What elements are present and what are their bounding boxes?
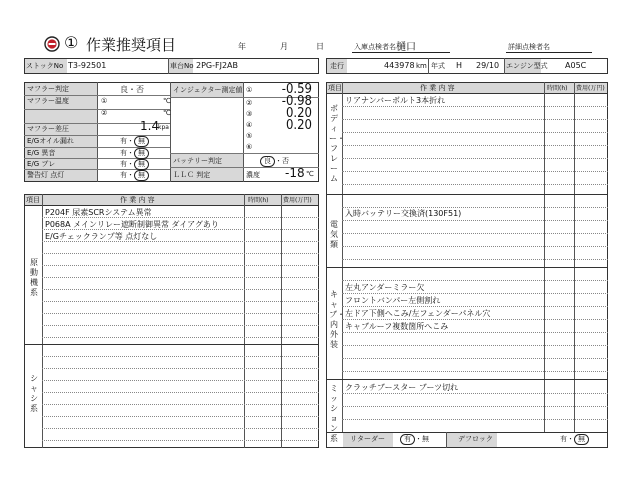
ruling-line (42, 368, 319, 369)
ruling-line (342, 393, 608, 394)
ruling-line (42, 265, 319, 266)
ruling-line (42, 325, 319, 326)
diff-lock-label: デフロック (458, 435, 493, 443)
year-model-label: 年式 (431, 62, 445, 70)
ruling-line (342, 119, 608, 120)
ruling-line (342, 306, 608, 307)
ruling-line (42, 337, 319, 338)
right-col-time: 時間(h) (547, 85, 568, 92)
model-year: 29/10 (476, 61, 500, 70)
ruling-line (342, 220, 608, 221)
muffler-judge-value: 良・否 (120, 85, 144, 94)
ruling-line (342, 106, 608, 107)
detail-inspector-label: 詳細点検者名 (508, 43, 550, 51)
stop-sign-icon (44, 36, 60, 52)
injector-index-1: ① (246, 86, 253, 94)
mission-section-label: ミッション系 (330, 384, 338, 443)
chassis-label: 車台No (170, 62, 194, 70)
ruling-line (342, 280, 608, 281)
muffler-diff-value: 1.4 (140, 119, 160, 133)
engine-section-label: 原動機系 (30, 258, 38, 297)
right-col-work: 作 業 内 容 (420, 84, 455, 92)
retarder-label: リターダー (350, 435, 385, 443)
ruling-line (342, 293, 608, 294)
right-col-cost: 費用(万円) (576, 85, 605, 92)
inspector-name: 樋口 (396, 42, 416, 53)
muffler-temp-2: ② (101, 109, 108, 117)
muffler-temp-1: ① (101, 97, 108, 105)
muffler-temp-1-unit: ℃ (163, 97, 171, 105)
injector-value-2: -0.98 (281, 94, 312, 109)
ruling-line (42, 253, 319, 254)
engine-model: A05C (565, 61, 587, 70)
body-line-1: リアナンバーボルト3本折れ (345, 96, 446, 105)
stock-no: T3-92501 (68, 61, 107, 70)
ruling-line (342, 371, 608, 372)
year-label: 年 (238, 42, 246, 51)
month-label: 月 (280, 42, 288, 51)
day-label: 日 (316, 42, 324, 51)
llc-concentration-label: 濃度 (246, 171, 260, 179)
cab-line-3: 左ドア下側へこみ/左フェンダーパネル穴 (345, 309, 491, 318)
ruling-line (342, 132, 608, 133)
chassis-no: 2PG-FJ2AB (196, 61, 239, 70)
llc-unit: ℃ (306, 170, 314, 178)
llc-value: -18 (285, 166, 305, 180)
ruling-line (42, 380, 319, 381)
retarder-value: 有 ・無 (400, 434, 429, 445)
ruling-line (342, 158, 608, 159)
ruling-line (42, 428, 319, 429)
warning-light-value: 有・ 無 (120, 170, 149, 181)
ruling-line (342, 145, 608, 146)
mileage-value: 443978 (384, 61, 415, 70)
mission-line-1: クラッチブースター ブーツ切れ (345, 383, 459, 392)
cab-line-2: フロントバンパー左側割れ (345, 296, 441, 305)
injector-value-4: 0.20 (285, 118, 312, 133)
ruling-line (342, 246, 608, 247)
muffler-diff-unit: kpa (158, 124, 169, 131)
electrical-section-label: 電気類 (330, 220, 338, 249)
ruling-line (42, 289, 319, 290)
ruling-line (42, 404, 319, 405)
engine-line-2: P068A メインリレー遮断制御異常 ダイアグあり (45, 220, 219, 229)
page-title: 作業推奨項目 (86, 36, 177, 54)
muffler-temp-label: マフラー温度 (27, 97, 69, 105)
oil-leak-label: E/Gオイル漏れ (27, 137, 74, 145)
electrical-line-1: 入時バッテリー交換済(130F51) (345, 209, 462, 218)
chassis-section-label: シャシ系 (30, 374, 38, 413)
muffler-judge-label: マフラー判定 (27, 85, 69, 93)
injector-value-1: -0.59 (281, 82, 312, 97)
ruling-line (42, 301, 319, 302)
ruling-line (342, 419, 608, 420)
ruling-line (42, 313, 319, 314)
ruling-line (42, 416, 319, 417)
battery-value: 良 ・否 (260, 156, 289, 167)
era: H (456, 61, 463, 70)
ruling-line (42, 392, 319, 393)
stock-label: ストックNo (26, 62, 64, 70)
noise-label: E/G 異音 (27, 149, 56, 157)
cab-section-label: キャブ・内外装 (329, 290, 345, 349)
noise-value: 有・ 無 (120, 148, 149, 159)
right-col-item: 項目 (328, 84, 342, 92)
battery-label: バッテリー判定 (173, 157, 222, 165)
diff-lock-value: 有・ 無 (560, 434, 589, 445)
ruling-line (42, 356, 319, 357)
injector-index-2: ② (246, 99, 253, 107)
ruling-line (342, 184, 608, 185)
left-col-time: 時間(h) (248, 197, 269, 204)
ruling-line (342, 332, 608, 333)
engine-label: エンジン型式 (506, 62, 548, 70)
left-col-item: 項目 (26, 196, 40, 204)
inspector-label: 入庫点検者名 (354, 43, 396, 51)
muffler-diff-label: マフラー差圧 (27, 125, 69, 133)
left-col-cost: 費用(万円) (283, 197, 312, 204)
injector-index-5: ⑤ (246, 132, 253, 140)
engine-line-1: P204F 尿素SCRシステム異常 (45, 208, 152, 217)
injector-index-4: ④ (246, 121, 253, 129)
injector-label: インジェクター測定値 (173, 86, 243, 94)
mileage-label: 走行 (330, 62, 344, 70)
vibration-value: 有・ 無 (120, 159, 149, 170)
engine-line-3: E/Gチェックランプ等 点灯なし (45, 232, 158, 241)
muffler-temp-2-unit: ℃ (163, 109, 171, 117)
ruling-line (342, 358, 608, 359)
ruling-line (342, 171, 608, 172)
oil-leak-value: 有・ 無 (120, 136, 149, 147)
warning-light-label: 警告灯 点灯 (27, 171, 65, 179)
injector-index-3: ③ (246, 110, 253, 118)
body-section-label: ボディー・フレーム (329, 104, 345, 183)
section-number: ① (64, 33, 79, 52)
cab-line-4: キャブルーフ複数箇所へこみ (345, 322, 449, 331)
injector-index-6: ⑥ (246, 143, 253, 151)
injector-value-3: 0.20 (285, 106, 312, 121)
cab-line-1: 左丸アンダーミラー欠 (345, 283, 425, 292)
left-col-work: 作 業 内 容 (120, 196, 155, 204)
ruling-line (342, 406, 608, 407)
ruling-line (342, 345, 608, 346)
ruling-line (42, 440, 319, 441)
vibration-label: E/G ブレ (27, 160, 56, 168)
ruling-line (342, 319, 608, 320)
llc-label: ＬＬＣ 判定 (173, 171, 211, 179)
ruling-line (342, 233, 608, 234)
ruling-line (342, 259, 608, 260)
mileage-unit: km (416, 62, 427, 70)
ruling-line (42, 277, 319, 278)
